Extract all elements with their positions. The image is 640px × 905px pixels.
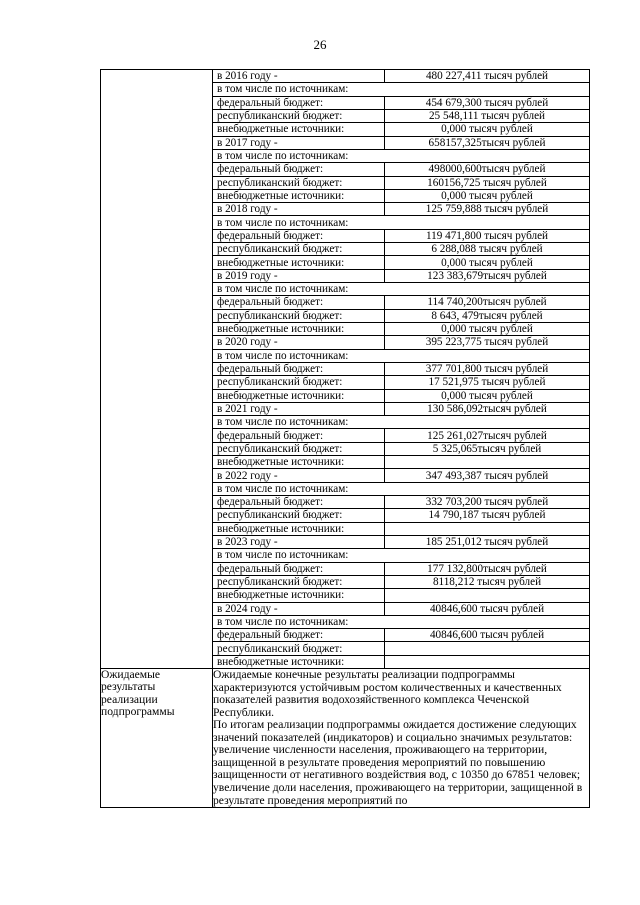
finance-value: 480 227,411 тысяч рублей: [385, 70, 590, 83]
finance-value: 130 586,092тысяч рублей: [385, 402, 590, 415]
finance-label: в том числе по источникам:: [213, 549, 589, 562]
finance-label: в том числе по источникам:: [213, 149, 589, 162]
finance-label: федеральный бюджет:: [213, 362, 385, 375]
finance-label: внебюджетные источники:: [213, 189, 385, 202]
finance-value: 454 679,300 тысяч рублей: [385, 96, 590, 109]
finance-value: 658157,325тысяч рублей: [385, 136, 590, 149]
finance-source-row: [213, 496, 589, 509]
finance-label: республиканский бюджет:: [213, 243, 385, 256]
finance-sources-row: [213, 549, 589, 562]
finance-source-row: [213, 309, 589, 322]
finance-year-row: [213, 269, 589, 282]
finance-row: [101, 70, 590, 669]
finance-source-row: [213, 562, 589, 575]
finance-label: республиканский бюджет:: [213, 309, 385, 322]
finance-sources-row: [213, 349, 589, 362]
finance-label: внебюджетные источники:: [213, 322, 385, 335]
subprogram-passport-table: [100, 69, 590, 808]
finance-value: 347 493,387 тысяч рублей: [385, 469, 590, 482]
finance-label: в 2024 году -: [213, 602, 385, 615]
finance-label: в 2019 году -: [213, 269, 385, 282]
finance-label: в 2016 году -: [213, 70, 385, 83]
finance-label: внебюджетные источники:: [213, 123, 385, 136]
finance-label: федеральный бюджет:: [213, 296, 385, 309]
finance-value: 0,000 тысяч рублей: [385, 189, 590, 202]
finance-label: республиканский бюджет:: [213, 575, 385, 588]
finance-label: федеральный бюджет:: [213, 229, 385, 242]
finance-label: в том числе по источникам:: [213, 416, 589, 429]
finance-sources-row: [213, 83, 589, 96]
finance-label: федеральный бюджет:: [213, 629, 385, 642]
finance-label: в 2020 году -: [213, 336, 385, 349]
finance-source-row: [213, 509, 589, 522]
finance-label: федеральный бюджет:: [213, 163, 385, 176]
finance-value: [385, 522, 590, 535]
finance-value: 25 548,111 тысяч рублей: [385, 109, 590, 122]
finance-label: внебюджетные источники:: [213, 589, 385, 602]
finance-year-row: [213, 203, 589, 216]
finance-value: 377 701,800 тысяч рублей: [385, 362, 590, 375]
finance-label: внебюджетные источники:: [213, 256, 385, 269]
finance-sources-row: [213, 149, 589, 162]
finance-source-row: [213, 376, 589, 389]
finance-label: внебюджетные источники:: [213, 655, 385, 668]
finance-source-row: [213, 176, 589, 189]
finance-source-row: [213, 322, 589, 335]
finance-label: федеральный бюджет:: [213, 429, 385, 442]
finance-source-row: [213, 189, 589, 202]
finance-source-row: [213, 109, 589, 122]
finance-label: внебюджетные источники:: [213, 389, 385, 402]
finance-source-row: [213, 163, 589, 176]
results-paragraph: Ожидаемые конечные результаты реализации подпрограммы характеризуются устойчивым ростом количественных и качественных показателей развития водохозяйственного комплекса Чеченской Республики.: [213, 668, 562, 719]
finance-label: в том числе по источникам:: [213, 349, 589, 362]
results-paragraph: увеличение доли населения, проживающего на территории, защищенной в результате проведения мероприятий по: [213, 780, 583, 807]
finance-value: 8118,212 тысяч рублей: [385, 575, 590, 588]
finance-value: [385, 456, 590, 469]
finance-value: 498000,600тысяч рублей: [385, 163, 590, 176]
finance-year-row: [213, 602, 589, 615]
finance-label: в 2023 году -: [213, 535, 385, 548]
finance-label: федеральный бюджет:: [213, 562, 385, 575]
finance-value: 123 383,679тысяч рублей: [385, 269, 590, 282]
finance-label: республиканский бюджет:: [213, 642, 385, 655]
finance-value: 160156,725 тысяч рублей: [385, 176, 590, 189]
finance-label: в 2022 году -: [213, 469, 385, 482]
finance-source-row: [213, 589, 589, 602]
finance-label: в том числе по источникам:: [213, 482, 589, 495]
finance-source-row: [213, 629, 589, 642]
finance-value: 40846,600 тысяч рублей: [385, 602, 590, 615]
finance-value: 14 790,187 тысяч рублей: [385, 509, 590, 522]
finance-value: [385, 655, 590, 668]
finance-source-row: [213, 456, 589, 469]
finance-cell: [213, 70, 590, 669]
finance-sources-row: [213, 615, 589, 628]
finance-year-row: [213, 336, 589, 349]
results-paragraph: По итогам реализации подпрограммы ожидается достижение следующих значений показателей (индикаторов) и социально значимых результатов:: [213, 718, 577, 744]
finance-source-row: [213, 655, 589, 668]
finance-label: республиканский бюджет:: [213, 376, 385, 389]
finance-value: [385, 642, 590, 655]
finance-source-row: [213, 429, 589, 442]
finance-sources-row: [213, 482, 589, 495]
finance-year-row: [213, 70, 589, 83]
finance-value: 0,000 тысяч рублей: [385, 256, 590, 269]
finance-label: в том числе по источникам:: [213, 283, 589, 296]
finance-label: внебюджетные источники:: [213, 456, 385, 469]
finance-label-cell: [101, 70, 213, 669]
finance-label: в том числе по источникам:: [213, 615, 589, 628]
finance-label: в том числе по источникам:: [213, 216, 589, 229]
finance-label: в 2021 году -: [213, 402, 385, 415]
finance-value: 17 521,975 тысяч рублей: [385, 376, 590, 389]
finance-label: республиканский бюджет:: [213, 509, 385, 522]
finance-label: в том числе по источникам:: [213, 83, 589, 96]
finance-value: 119 471,800 тысяч рублей: [385, 229, 590, 242]
finance-label: республиканский бюджет:: [213, 109, 385, 122]
finance-label: внебюджетные источники:: [213, 522, 385, 535]
finance-value: 185 251,012 тысяч рублей: [385, 535, 590, 548]
finance-label: в 2018 году -: [213, 203, 385, 216]
finance-value: 0,000 тысяч рублей: [385, 389, 590, 402]
finance-source-row: [213, 362, 589, 375]
finance-year-row: [213, 535, 589, 548]
finance-label: федеральный бюджет:: [213, 96, 385, 109]
results-text: [213, 669, 590, 808]
finance-value: 6 288,088 тысяч рублей: [385, 243, 590, 256]
finance-table: [213, 70, 589, 668]
finance-value: 332 703,200 тысяч рублей: [385, 496, 590, 509]
finance-value: 0,000 тысяч рублей: [385, 322, 590, 335]
finance-value: 395 223,775 тысяч рублей: [385, 336, 590, 349]
page-number: 26: [313, 37, 327, 52]
finance-label: республиканский бюджет:: [213, 176, 385, 189]
results-paragraph: увеличение численности населения, проживающего на территории, защищенной в результате проведения мероприятий по повышению защищенности от негативного воздействия вод, с 10350 до 67851 человек;: [213, 743, 581, 782]
finance-source-row: [213, 442, 589, 455]
finance-value: [385, 589, 590, 602]
finance-source-row: [213, 123, 589, 136]
finance-source-row: [213, 229, 589, 242]
finance-sources-row: [213, 416, 589, 429]
finance-value: 0,000 тысяч рублей: [385, 123, 590, 136]
finance-source-row: [213, 575, 589, 588]
finance-source-row: [213, 389, 589, 402]
finance-year-row: [213, 469, 589, 482]
finance-value: 177 132,800тысяч рублей: [385, 562, 590, 575]
results-label: Ожидаемые результаты реализации подпрограммы: [101, 669, 213, 808]
finance-label: республиканский бюджет:: [213, 442, 385, 455]
finance-year-row: [213, 402, 589, 415]
finance-sources-row: [213, 283, 589, 296]
finance-label: в 2017 году -: [213, 136, 385, 149]
finance-source-row: [213, 522, 589, 535]
finance-source-row: [213, 642, 589, 655]
finance-value: 114 740,200тысяч рублей: [385, 296, 590, 309]
finance-source-row: [213, 243, 589, 256]
finance-value: 40846,600 тысяч рублей: [385, 629, 590, 642]
finance-source-row: [213, 96, 589, 109]
finance-value: 5 325,065тысяч рублей: [385, 442, 590, 455]
finance-source-row: [213, 296, 589, 309]
finance-value: 8 643, 479тысяч рублей: [385, 309, 590, 322]
finance-sources-row: [213, 216, 589, 229]
finance-value: 125 759,888 тысяч рублей: [385, 203, 590, 216]
finance-value: 125 261,027тысяч рублей: [385, 429, 590, 442]
finance-year-row: [213, 136, 589, 149]
finance-source-row: [213, 256, 589, 269]
finance-label: федеральный бюджет:: [213, 496, 385, 509]
results-row: [101, 669, 590, 808]
